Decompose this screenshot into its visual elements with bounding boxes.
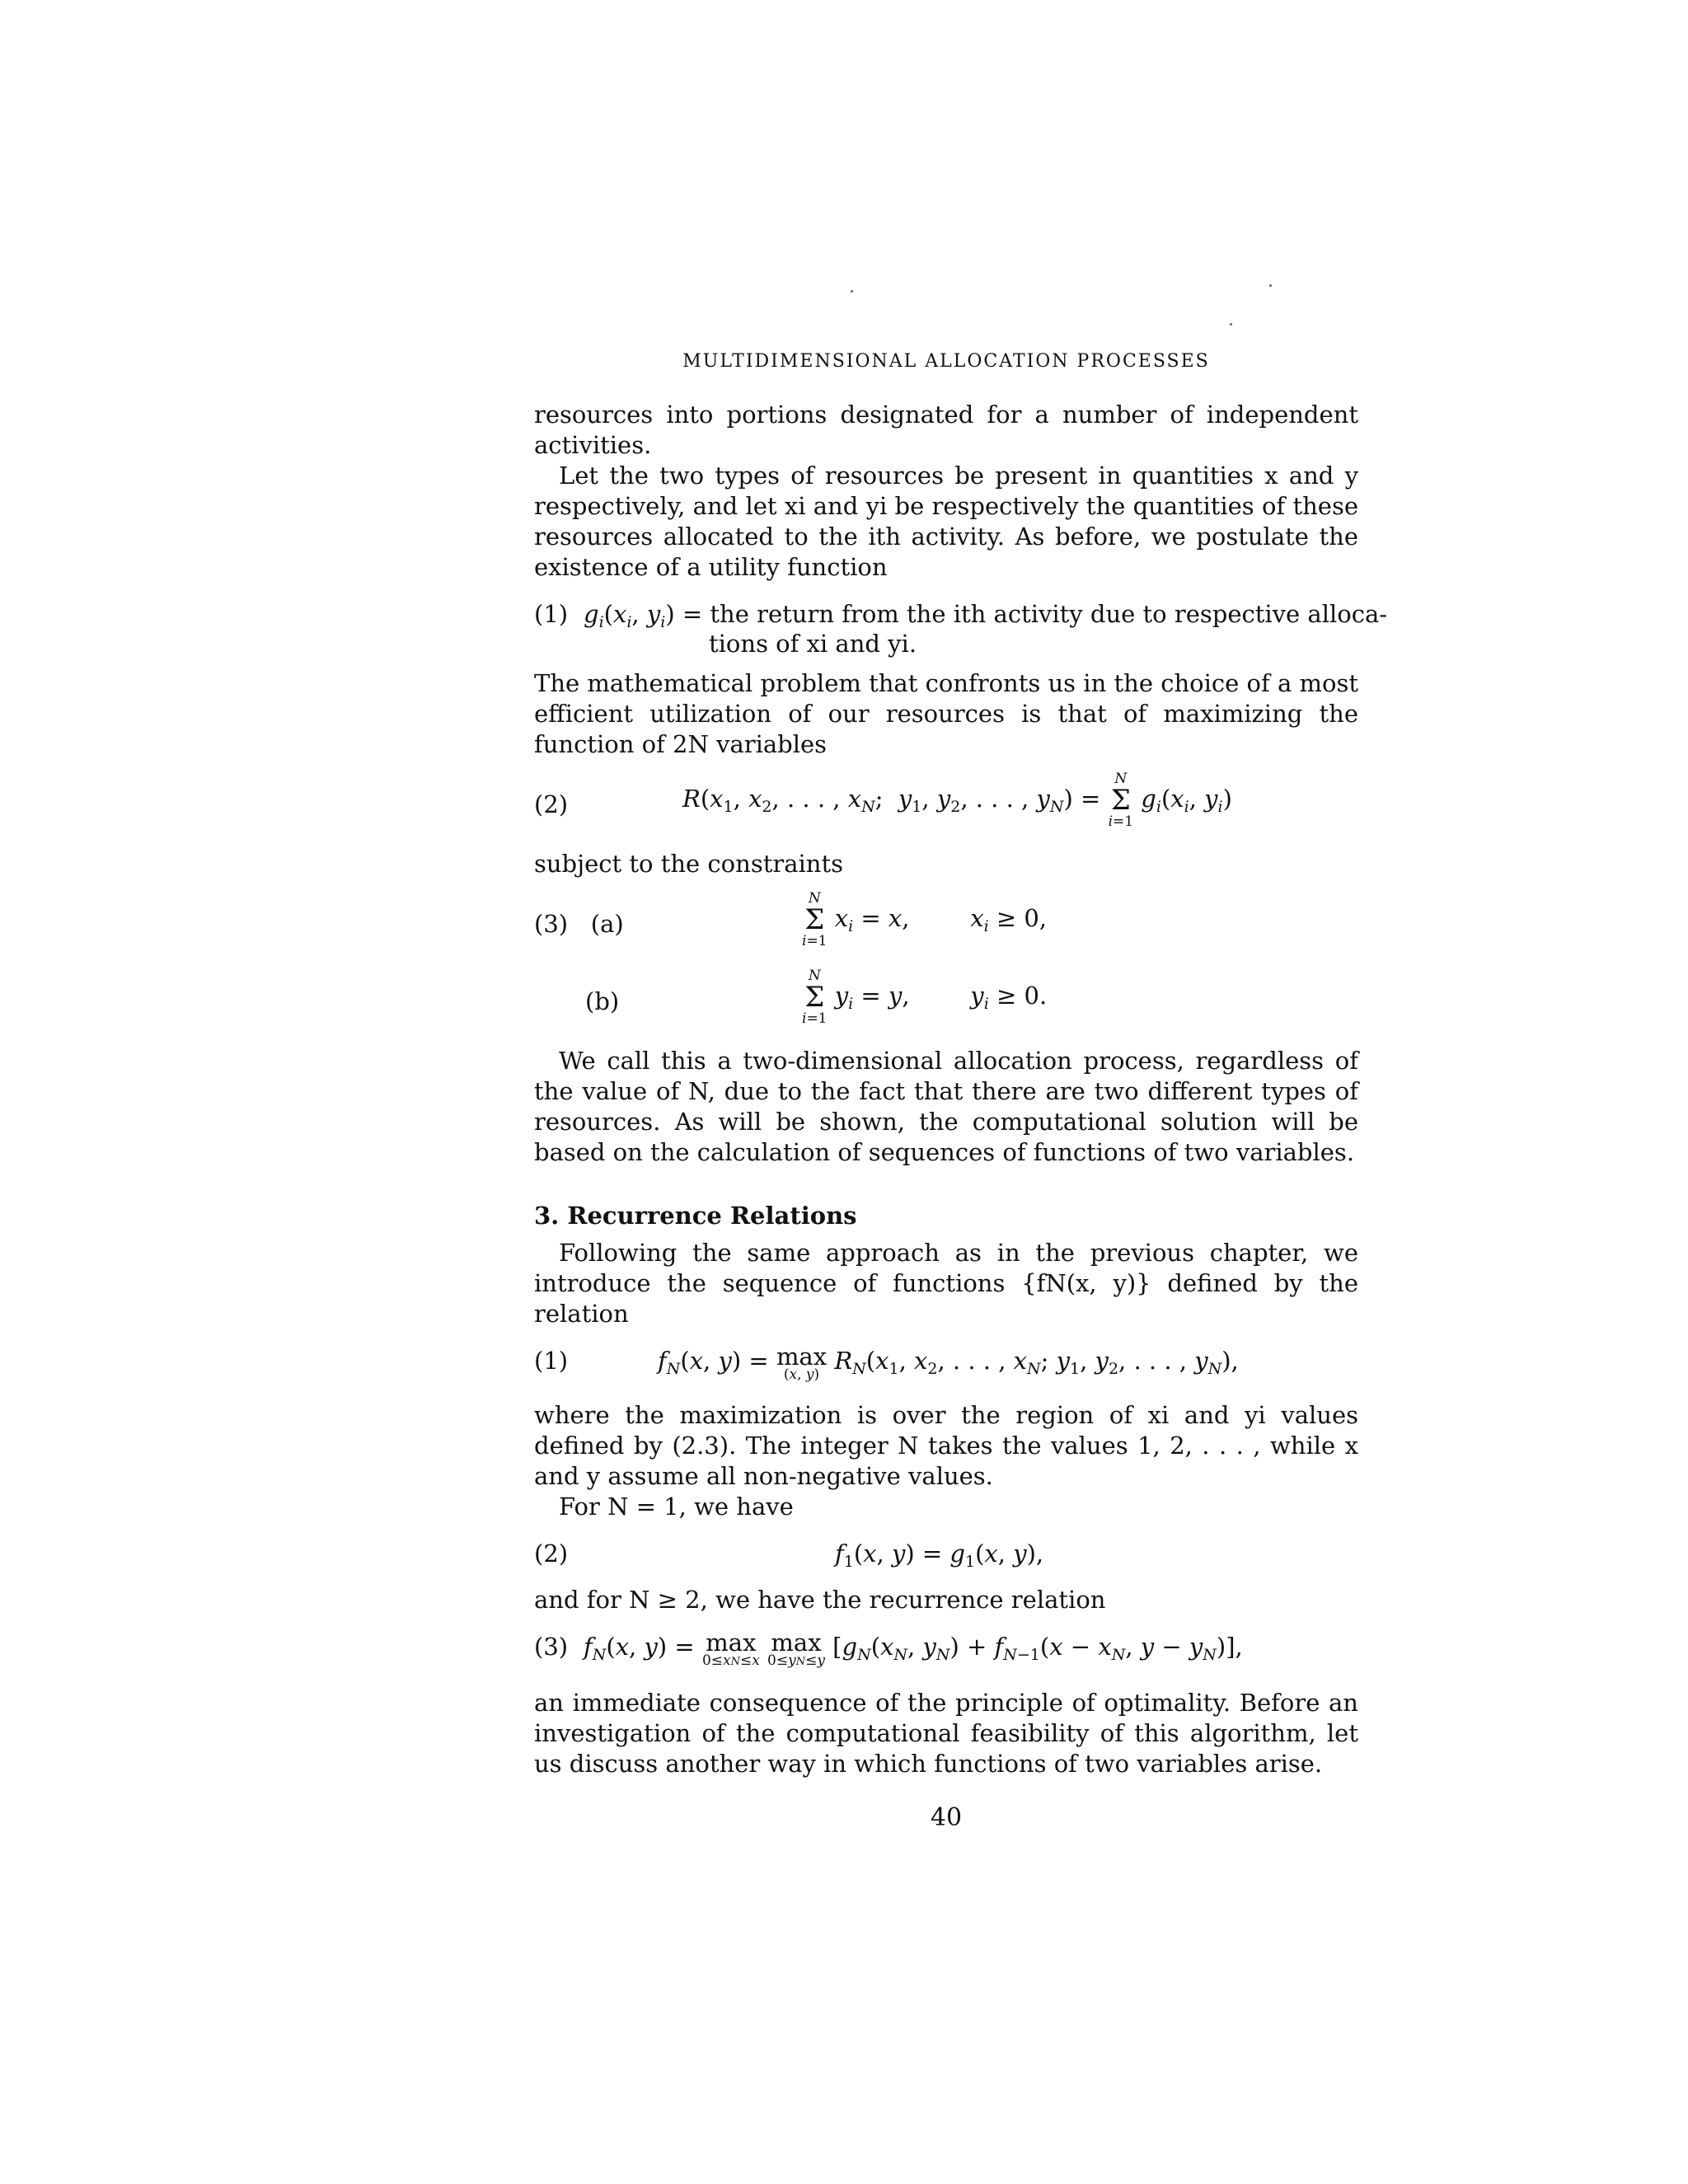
page-number: 40 <box>930 1803 963 1832</box>
document-page <box>534 346 1388 1833</box>
paragraph: The mathematical problem that confronts us in the choice of a most efficient utilization of our resources is that of maximizing the function of 2N variables <box>534 669 1358 758</box>
equation-recurrence: (3) $f_N(x$, y) = max 0≤xN≤x max 0≤yN≤y [$g_N(x_N$, $y_N) + f_{N-1}(x - x_N$, $y - y_N$)], <box>534 1629 1243 1669</box>
paragraph: and for N ≥ 2, we have the recurrence relation <box>534 1586 1106 1614</box>
equation-objective: (2) $R(x_1$, $x_2$, . . . , $x_N$; $y_1$, $y_2$, . . . , $y_N$) = N Σ i=1 $g_i(x_i$, $y_i$) <box>534 771 1232 830</box>
equation-text: tions of xi and yi. <box>709 630 917 658</box>
running-header: MULTIDIMENSIONAL ALLOCATION PROCESSES <box>682 351 1210 372</box>
equation-text: = the return from the ith activity due to respective alloca- <box>682 600 1388 628</box>
paragraph: We call this a two-dimensional allocation process, regardless of the value of N, due to the fact that there are two different types of resources. As will be shown, the computational solution will be based on the calculation of sequences of functions of two variables. <box>534 1047 1358 1166</box>
equation-constraint-b: (b) N Σ i=1 $y_i = y$, $y_i \ge 0$. <box>585 968 1048 1027</box>
paragraph: where the maximization is over the region of xi and yi values defined by (2.3). The integer N takes the values 1, 2, . . . , while x and y assume all non-negative values. <box>534 1401 1358 1490</box>
scan-speck <box>1230 323 1232 326</box>
paragraph: Following the same approach as in the previous chapter, we introduce the sequence of functions {fN(x, y)} defined by the relation <box>534 1239 1358 1328</box>
equation-number: (3) <box>534 1633 569 1661</box>
section-heading: 3. Recurrence Relations <box>534 1202 857 1230</box>
equation-label: (b) <box>585 987 620 1015</box>
equation-number: (1) <box>534 1347 569 1375</box>
equation-number: (2) <box>534 1540 569 1568</box>
paragraph: resources into portions designated for a number of independent activities. <box>534 401 1358 459</box>
equation-number: (1) <box>534 600 569 628</box>
paragraph: Let the two types of resources be present in quantities x and y respectively, and let xi and yi be respectively the quantities of these resources allocated to the ith activity. As before, we postulate the existence of a utility function <box>534 462 1358 581</box>
equation-constraint-a: (3) (a) N Σ i=1 $x_i = x$, $x_i \ge 0$, <box>534 890 1048 949</box>
equation-utility: (1) $g_i(x_i$, $y_i$) = the return from the ith activity due to respective alloca- tions of xi and yi. <box>534 600 1388 658</box>
equation-number: (2) <box>534 790 569 818</box>
paragraph: subject to the constraints <box>534 850 843 878</box>
equation-base-case: (2) $f_1(x$, $y) = g_1(x$, y), <box>534 1540 1044 1571</box>
equation-label: (a) <box>590 910 624 938</box>
scan-speck <box>851 290 853 293</box>
equation-number: (3) <box>534 910 569 938</box>
equation-definition: (1) $f_N(x$, y) = max (x, y) $R_N(x_1$, $x_2$, . . . , $x_N$; $y_1$, $y_2$, . . . , $y_N$), <box>534 1343 1239 1383</box>
scan-speck <box>1269 284 1272 287</box>
paragraph: an immediate consequence of the principle of optimality. Before an investigation of the computational feasibility of this algorithm, let us discuss another way in which functions of two variables arise. <box>534 1689 1358 1778</box>
paragraph: For N = 1, we have <box>559 1493 794 1521</box>
